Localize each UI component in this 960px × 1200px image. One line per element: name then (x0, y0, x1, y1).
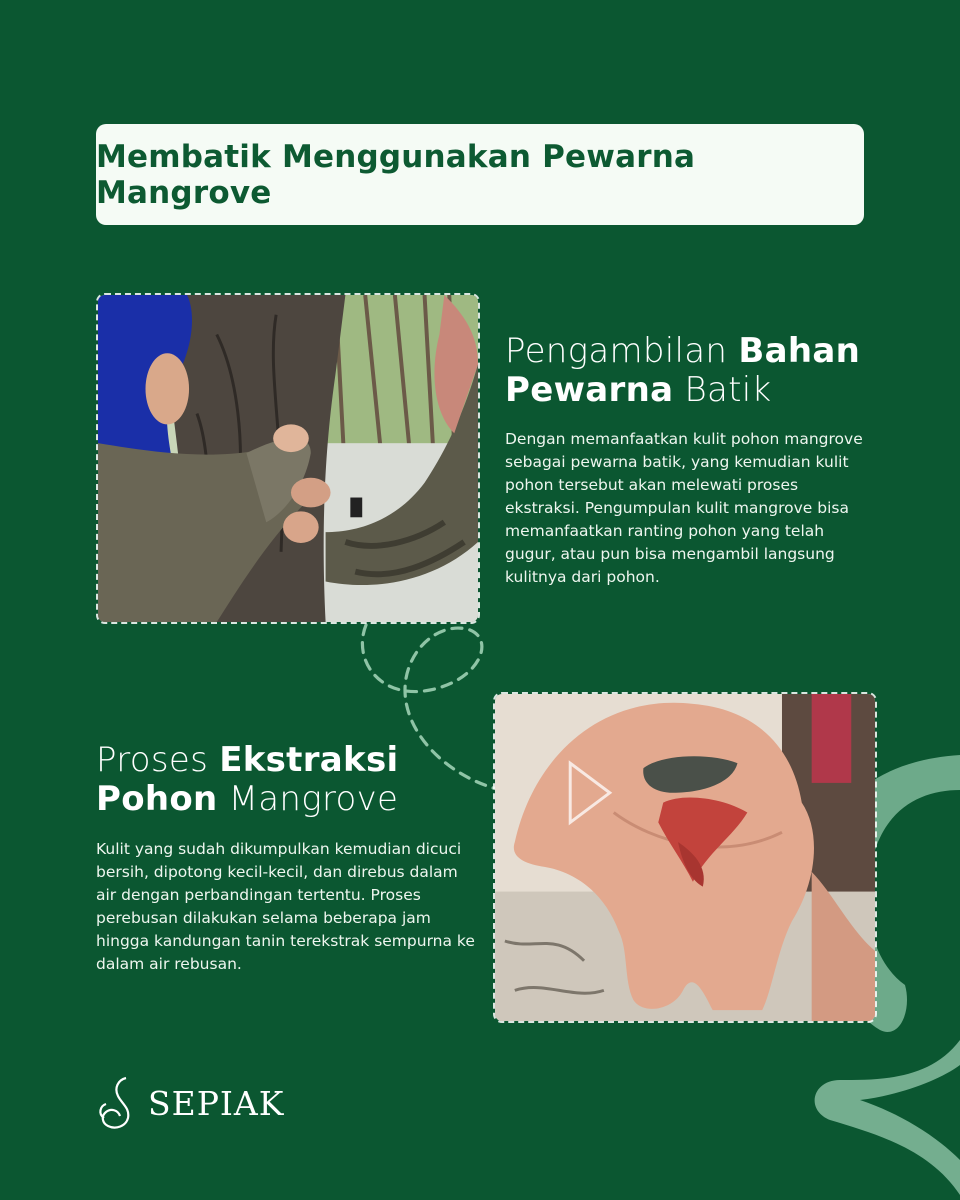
accent-curve-bottom (815, 1040, 960, 1195)
section2-heading-light2: Mangrove (217, 779, 399, 819)
logo-text: SEPIAK (148, 1083, 285, 1123)
section2-heading-light1: Proses (96, 740, 220, 780)
photo-bark-in-hand-image (495, 694, 875, 1021)
section1-body: Dengan memanfaatkan kulit pohon mangrove sebagai pewarna batik, yang kemudian kulit pohon tersebut akan melewati proses ekstraksi. Pengumpulan kulit mangrove bisa memanfaatkan ranting pohon yang telah gugur, atau pun bisa mengambil langsung kulitnya dari pohon. (505, 430, 863, 586)
section1-heading-light1: Pengambilan (505, 331, 739, 371)
photo-collecting-bark (96, 293, 480, 624)
brand-logo (96, 1074, 296, 1132)
leaf-logo-icon (96, 1074, 146, 1132)
section2-heading (96, 741, 476, 819)
section1-heading (505, 332, 885, 410)
photo-bark-in-hand (493, 692, 877, 1023)
title-box (96, 124, 864, 225)
page-title: Membatik Menggunakan Pewarna Mangrove (96, 138, 696, 211)
section2-heading-bold2: Pohon (96, 779, 218, 819)
section2-heading-bold1: Ekstraksi (219, 740, 399, 780)
section2-body: Kulit yang sudah dikumpulkan kemudian dicuci bersih, dipotong kecil-kecil, dan direbus dalam air dengan perbandingan tertentu. Proses perebusan dilakukan selama beberapa jam hingga kandungan tanin terekstrak sempurna ke dalam air rebusan. (96, 840, 475, 973)
section1-heading-light2: Batik (673, 370, 772, 410)
section1-heading-bold2: Pewarna (505, 370, 674, 410)
photo-collecting-bark-image (98, 295, 478, 622)
section1-heading-bold1: Bahan (738, 331, 861, 371)
